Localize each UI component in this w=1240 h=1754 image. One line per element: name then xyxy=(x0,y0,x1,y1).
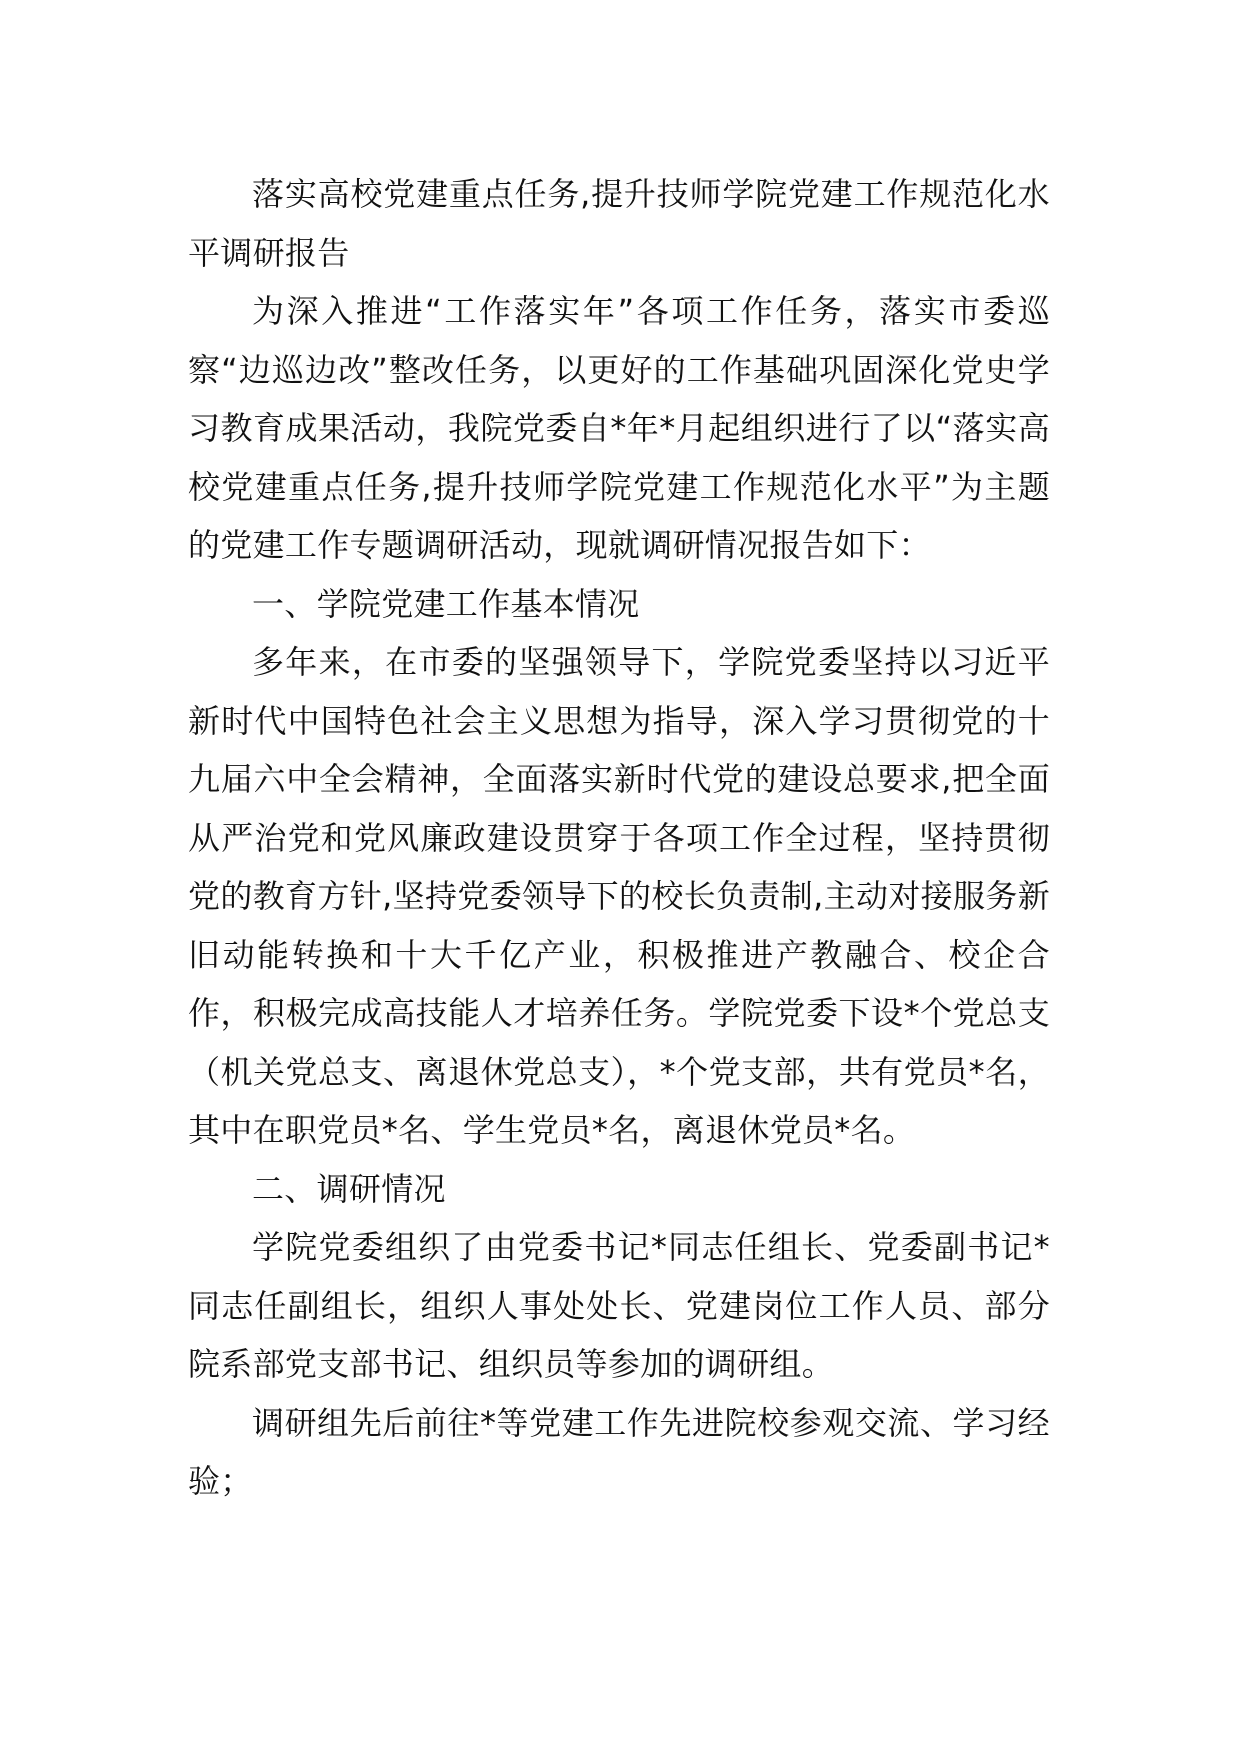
section-heading-basic-situation: 一、学院党建工作基本情况 xyxy=(252,584,640,623)
basic-situation-paragraph: 多年来，在市委的坚强领导下，学院党委坚持以习近平新时代中国特色社会主义思想为指导，深入学习贯彻党的十九届六中全会精神，全面落实新时代党的建设总要求,把全面从严治党和党风廉政建设贯穿于各项工作全过程，坚持贯彻党的教育方针,坚持党委领导下的校长负责制,主动对接服务新旧动能转换和十大千亿产业，积极推进产教融合、校企合作，积极完成高技能人才培养任务。学院党委下设*个党总支（机关党总支、离退休党总支），*个党支部，共有党员*名，其中在职党员*名、学生党员*名，离退休党员*名。 xyxy=(188,643,1050,1149)
research-team-paragraph: 学院党委组织了由党委书记*同志任组长、党委副书记*同志任副组长，组织人事处处长、党建岗位工作人员、部分院系部党支部书记、组织员等参加的调研组。 xyxy=(188,1228,1050,1383)
research-visits-paragraph: 调研组先后前往*等党建工作先进院校参观交流、学习经验； xyxy=(188,1403,1050,1500)
section-heading-research-situation: 二、调研情况 xyxy=(252,1169,446,1208)
document-body xyxy=(188,165,1050,1511)
document-title: 落实高校党建重点任务,提升技师学院党建工作规范化水平调研报告 xyxy=(188,175,1050,272)
intro-paragraph: 为深入推进“工作落实年”各项工作任务，落实市委巡察“边巡边改”整改任务，以更好的工作基础巩固深化党史学习教育成果活动，我院党委自*年*月起组织进行了以“落实高校党建重点任务,提升技师学院党建工作规范化水平”为主题的党建工作专题调研活动，现就调研情况报告如下： xyxy=(188,292,1050,564)
